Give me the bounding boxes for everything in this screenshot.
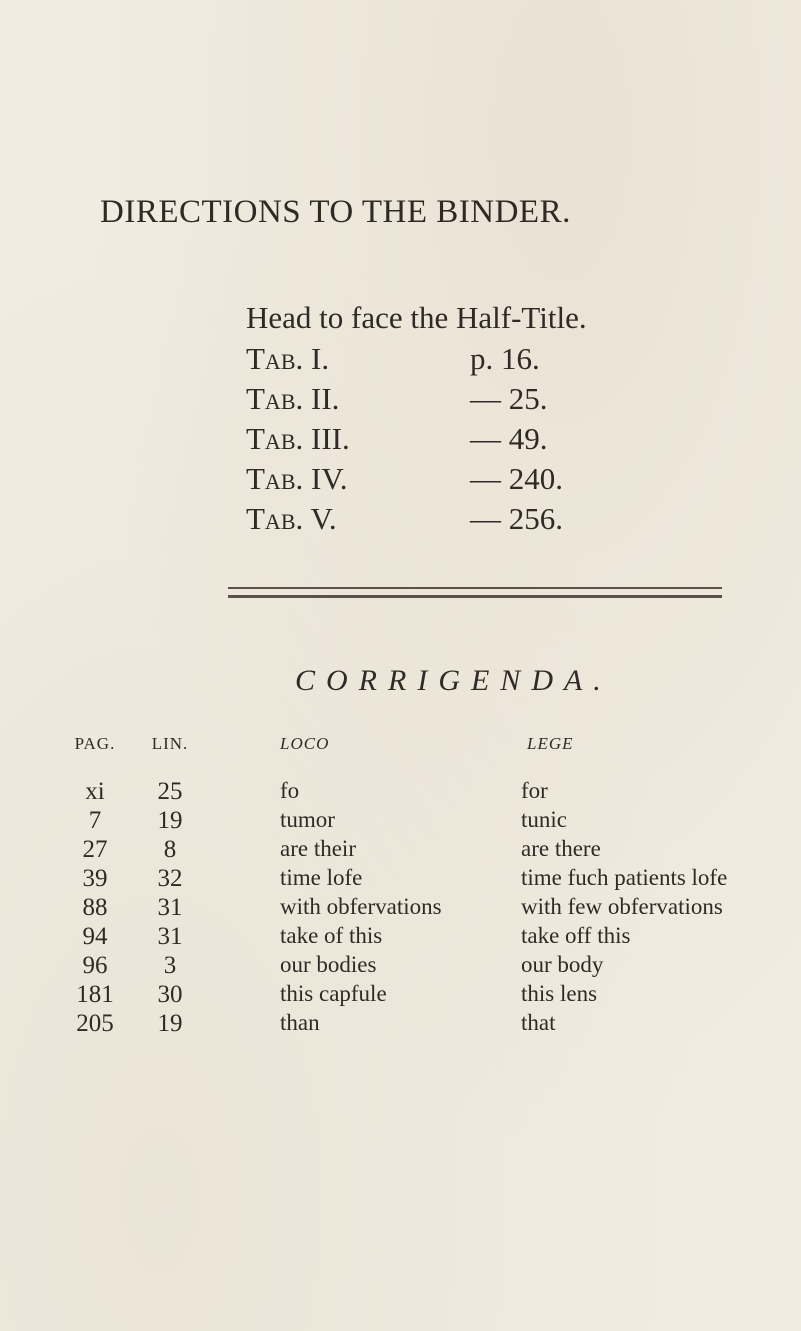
tab-page-ref: — 240. — [470, 461, 563, 496]
tab-entry — [246, 501, 666, 541]
cell-pag: 205 — [76, 1010, 114, 1037]
cell-pag: 7 — [88, 807, 102, 834]
table-row — [0, 952, 801, 982]
tab-label: Tab. II. — [246, 381, 340, 416]
cell-loco: our bodies — [280, 952, 377, 977]
divider-rule — [228, 587, 722, 598]
cell-loco: fo — [280, 778, 300, 803]
cell-lege: that — [521, 1010, 556, 1035]
cell-lin: 19 — [157, 1010, 183, 1037]
table-row — [0, 836, 801, 866]
table-row — [0, 923, 801, 953]
cell-pag: xi — [85, 778, 105, 805]
tab-page-ref: — 25. — [470, 381, 548, 416]
cell-lege: tunic — [521, 807, 567, 832]
cell-lege: with few obfervations — [521, 894, 723, 919]
tab-page-ref: — 49. — [470, 421, 548, 456]
tab-page-ref: — 256. — [470, 501, 563, 536]
cell-lege: our body — [521, 952, 604, 977]
col-header-lege: LEGE — [527, 734, 574, 753]
tab-label: Tab. V. — [246, 501, 337, 536]
cell-loco: than — [280, 1010, 320, 1035]
tab-label: Tab. I. — [246, 341, 330, 376]
cell-lin: 31 — [157, 894, 183, 921]
binder-directions-title: DIRECTIONS TO THE BINDER. — [100, 194, 571, 230]
cell-lin: 8 — [163, 836, 177, 863]
cell-pag: 96 — [82, 952, 108, 979]
cell-lin: 3 — [163, 952, 177, 979]
cell-lin: 25 — [157, 778, 183, 805]
tab-entry — [246, 341, 666, 381]
col-header-loco: LOCO — [280, 734, 330, 753]
cell-loco: are their — [280, 836, 356, 861]
col-header-lin: LIN. — [151, 734, 189, 753]
cell-lin: 32 — [157, 865, 183, 892]
corrigenda-title: CORRIGENDA. — [295, 664, 612, 697]
cell-lin: 19 — [157, 807, 183, 834]
head-line: Head to face the Half-Title. — [246, 300, 587, 335]
tab-entry — [246, 461, 666, 501]
cell-pag: 94 — [82, 923, 108, 950]
cell-loco: tumor — [280, 807, 335, 832]
tab-page-ref: p. 16. — [470, 341, 540, 376]
cell-loco: this capfule — [280, 981, 387, 1006]
table-row — [0, 778, 801, 808]
tab-entry — [246, 381, 666, 421]
cell-lege: take off this — [521, 923, 631, 948]
cell-lin: 30 — [157, 981, 183, 1008]
cell-pag: 39 — [82, 865, 108, 892]
cell-loco: take of this — [280, 923, 383, 948]
cell-pag: 27 — [82, 836, 108, 863]
cell-lin: 31 — [157, 923, 183, 950]
table-row — [0, 1010, 801, 1040]
table-row — [0, 865, 801, 895]
cell-lege: time fuch patients lofe — [521, 865, 728, 890]
cell-pag: 181 — [76, 981, 114, 1008]
cell-lege: this lens — [521, 981, 598, 1006]
table-row — [0, 981, 801, 1011]
cell-pag: 88 — [82, 894, 108, 921]
cell-lege: for — [521, 778, 548, 803]
tab-entry — [246, 421, 666, 461]
tab-label: Tab. IV. — [246, 461, 348, 496]
col-header-pag: PAG. — [74, 734, 116, 753]
table-row — [0, 894, 801, 924]
cell-lege: are there — [521, 836, 601, 861]
cell-loco: with obfervations — [280, 894, 442, 919]
cell-loco: time lofe — [280, 865, 363, 890]
tab-label: Tab. III. — [246, 421, 350, 456]
table-row — [0, 807, 801, 837]
